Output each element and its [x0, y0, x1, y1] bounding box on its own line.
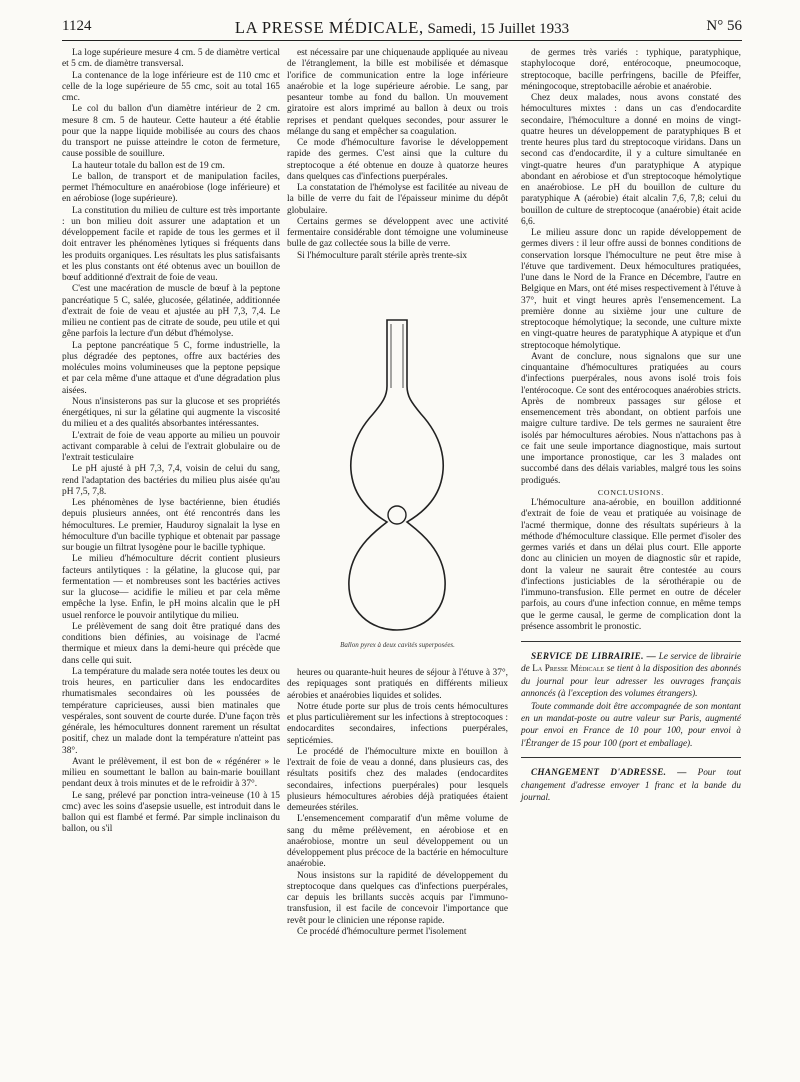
notice-librairie: [521, 650, 741, 749]
notice-text: Le service de librairie de: [521, 651, 741, 674]
paragraph: Ce procédé d'hémoculture permet l'isolement: [297, 926, 467, 937]
journal-name: La Presse Médicale: [532, 663, 605, 674]
paragraph: Si l'hémoculture paraît stérile après trente-six: [297, 250, 468, 261]
column-middle: [287, 48, 508, 937]
column-middle-lower: [287, 668, 508, 938]
paragraph: Ce mode d'hémoculture favorise le développement rapide des germes. C'est ainsi que la culture du streptocoque a été obtenue en douze à quatorze heures dans quelques cas d'infections puerpérales.: [287, 138, 508, 182]
paragraph: Avant le prélèvement, il est bon de « régénérer » le milieu en soumettant le ballon au bain-marie bouillant pendant deux à trois minutes et de le refroidir à 37°.: [62, 756, 280, 790]
paragraph: L'ensemencement comparatif d'un même volume de sang du même prélèvement, en aérobiose et en anaérobiose, montre un seul développement ou un développement plus précoce de la bactérie en hémoculture anaérobie.: [287, 814, 508, 870]
masthead: [62, 18, 742, 38]
notice-text: se tient à la disposition des abonnés du journal pour leur adresser les ouvrages français annoncés (à l'exception des volumes étrangers).: [521, 663, 742, 699]
notice-text: Toute commande doit être accompagnée de son montant en un mandat-poste ou autre valeur sur Paris, augmenté pour envoi en France de 10 pour 100, pour envoi à l'Étranger de 15 pour 100 (port et emballage).: [521, 700, 741, 748]
paragraph: heures ou quarante-huit heures de séjour à l'étuve à 37°, des repiquages sont pratiqués en différents milieux aérobies et anaérobies liquides et solides.: [287, 668, 508, 701]
notice-adresse: [521, 766, 741, 803]
column-right: [521, 48, 741, 803]
divider: [521, 641, 741, 642]
paragraph: est nécessaire par une chiquenaude appliquée au niveau de l'étranglement, la bille est mobilisée et démasque l'orifice de communication entre la loge inférieure anaérobie et la loge supérieure aérobie. Le sang, par pesanteur tombe au fond du ballon. Un mouvement giratoire est alors imprimé au ballon à deux ou trois reprises et pendant quelques secondes, pour assurer le mélange du sang et empêcher sa coagulation.: [287, 48, 508, 137]
paragraph: Le sang, prélevé par ponction intra-veineuse (10 à 15 cmc) avec les soins d'asepsie usuelle, est introduit dans le ballon qui est flambé et fermé. Par simple inclinaison du ballon, ou s'il: [62, 790, 280, 835]
paragraph: Chez deux malades, nous avons constaté des hémocultures mixtes : dans un cas d'endocardite secondaire, l'hémoculture a donné en moins de vingt-quatre heures un développement de paratyphiques B et trente heures plus tard du streptocoque viridans. Dans un second cas d'endocardite, il y a culture simultanée en vingt-quatre heures d'un paratyphique A atypique abondant en aérobiose et d'un streptocoque hémolytique en anaérobiose. Le pH du bouillon de culture du paratyphique A (aérobie) était alcalin 7,6, 7,8; celui du bouillon de culture de streptocoque (anaérobie) était acide 6,6.: [521, 93, 741, 227]
paragraph: de germes très variés : typhique, paratyphique, staphylocoque doré, entérocoque, pneumocoque, streptocoque, bacille perfringens, bacille de Pfeiffer, méningocoque, streptobacille aérobie et anaérobie.: [521, 48, 741, 92]
notice-text: Pour tout changement d'adresse envoyer 1 franc et la bande du journal.: [521, 767, 742, 803]
paragraph: La constitution du milieu de culture est très importante : un bon milieu doit assurer une adaptation et un développement facile et rapide de tous les germes et il doit entraver les phénomènes lytiques si fréquents dans les produits organiques. Les résultats les plus satisfaisants et les plus constants ont été obtenus avec un bouillon de bœuf additionné d'extrait de foie de veau.: [62, 205, 280, 283]
issue-number: N° 56: [706, 18, 742, 34]
paragraph: Le col du ballon d'un diamètre intérieur de 2 cm. mesure 8 cm. 5 de hauteur. Cette hauteur a été établie pour que la nappe liquide mobilisée au cours des chaos du transport ne puisse atteindre le coton de fermeture, cause possible de souillure.: [62, 104, 280, 160]
notice-title: CHANGEMENT D'ADRESSE. —: [531, 767, 687, 778]
figure: [287, 318, 508, 663]
paragraph: Certains germes se développent avec une activité fermentaire considérable dont témoigne une volumineuse bulle de gaz collectée sous la bille de verre.: [287, 216, 508, 250]
paragraph: Notre étude porte sur plus de trois cents hémocultures et plus particulièrement sur les infections à streptocoques : endocardites secondaires, infections puerpérales, septicémies.: [287, 701, 508, 746]
publication-name: LA PRESSE MÉDICALE,: [234, 18, 424, 37]
paragraph: C'est une macération de muscle de bœuf à la peptone pancréatique 5 C, salée, glucosée, gélatinée, additionnée d'extrait de foie de veau et ajustée au pH 7,3, 7,4. Le milieu ne contient pas de citrate de soude, peu utile et qui gêne parfois la lecture d'un début d'hémolyse.: [62, 284, 280, 340]
paragraph: Nous n'insisterons pas sur la glucose et ses propriétés énergétiques, ni sur la gélatine qui augmente la viscosité du milieu et a des qualités absorbantes intéressantes.: [62, 396, 280, 430]
paragraph: Le prélèvement de sang doit être pratiqué dans des conditions bien définies, au voisinage de l'acmé thermique et mieux dans la demi-heure qui précède que dans celle qui suit.: [62, 621, 280, 666]
paragraph: La constatation de l'hémolyse est facilitée au niveau de la bille de verre du fait de l'épaisseur minime du dépôt globulaire.: [287, 183, 508, 216]
pyrex-flask-illustration: [347, 318, 447, 634]
page-number: 1124: [62, 18, 92, 34]
paragraph: La peptone pancréatique 5 C, forme industrielle, la plus dégradée des peptones, offre aux bactéries des molécules moins volumineuses que la peptone pepsique et par cela même d'une attaque et d'une dégradation plus aisées.: [62, 340, 280, 396]
paragraph: La température du malade sera notée toutes les deux ou trois heures, en particulier dans les endocardites rhumatismales secondaires où les poussées de température capricieuses, aussi bien matinales que vespérales, sont souvent de courte durée. D'une façon très générale, les hémocultures donnent rarement un résultat positif, chez un malade dont la température n'atteint pas 38°.: [62, 666, 280, 756]
paragraph: La loge supérieure mesure 4 cm. 5 de diamètre vertical et 5 cm. de diamètre transversal.: [62, 48, 280, 70]
paragraph: L'extrait de foie de veau apporte au milieu un pouvoir activant comparable à celui de l'extrait globulaire ou de l'extrait testiculaire: [62, 430, 280, 463]
paragraph: Nous insistons sur la rapidité de développement du streptocoque dans quelques cas d'infections puerpérales, car depuis les brillants succès acquis par l'immuno-transfusion, il est facile de concevoir l'importance que revêt pour le clinicien une réponse rapide.: [287, 870, 508, 926]
page-header: [62, 18, 742, 41]
paragraph: L'hémoculture ana-aérobie, en bouillon additionné d'extrait de foie de veau et pratiquée au voisinage de l'acmé thermique, donne des résultats supérieurs à la méthode d'hémoculture classique. Elle permet d'isoler des germes variés et dans un délai plus court. Elle apporte donc au clinicien un moyen de diagnostic sûr et rapide, dont la valeur ne saurait être contestée au cours d'infections justiciables de la sérothérapie ou de l'immuno-transfusion. Elle permet en outre de déceler parfois, au cours d'une infection connue, en même temps que le germe causal, le germe de complication dont la présence assombrit le pronostic.: [521, 498, 741, 632]
figure-caption: Ballon pyrex à deux cavités superposées.: [340, 641, 455, 649]
notice-title: SERVICE DE LIBRAIRIE. —: [531, 651, 657, 661]
publication-date: Samedi, 15 Juillet 1933: [427, 21, 570, 37]
paragraph: Le pH ajusté à pH 7,3, 7,4, voisin de celui du sang, rend l'adaptation des bactéries du milieu plus aisée qu'au pH 7,5, 7,8.: [62, 464, 280, 497]
paragraph: Le procédé de l'hémoculture mixte en bouillon à l'extrait de foie de veau a donné, dans plusieurs cas, des résultats positifs chez des malades (endocardites secondaires, infections puerpérales) pour lesquels plusieurs hémocultures aérobies déjà pratiquées étaient demeurées stériles.: [287, 746, 508, 813]
paragraph: Avant de conclure, nous signalons que sur une cinquantaine d'hémocultures pratiquées au cours d'infections puerpérales, nous avons isolé trois fois l'entérocoque. Ce sont des entérocoques anaérobies stricts. Après de nombreux passages sur gélose et ensemencement très abondant, on obtient parfois une maigre culture tardive. De tels germes ne sauraient être isolés par hémocultures aérobies. Nous n'attachons pas à ce fait une seule importance diagnostique, mais surtout une importance pronostique, car les 3 malades ont succombé dans des délais variables, malgré tous les soins prodigués.: [521, 351, 741, 486]
paragraph: Le milieu d'hémoculture décrit contient plusieurs facteurs antilytiques : la gélatine, la glucose qui, par fermentation — et nombreuses sont les bactéries actives sur la glucose— acidifie le milieu et par cela même empêche la lyse. Enfin, le pH moins alcalin que le pH usuel renforce le pouvoir antilytique du milieu.: [62, 554, 280, 621]
paragraph: Les phénomènes de lyse bactérienne, bien étudiés depuis plusieurs années, ont été rencontrés dans les hémocultures. Le premier, Hauduroy signalait la lyse en hémoculture d'un bacille typhique et obtenait par passage sur bougie un filtrat lysogène pour le bacille typhique.: [62, 498, 280, 553]
column-left: [62, 48, 280, 836]
conclusions-heading: CONCLUSIONS.: [597, 487, 665, 497]
paragraph: La hauteur totale du ballon est de 19 cm.: [72, 160, 225, 171]
paragraph: Le ballon, de transport et de manipulation faciles, permet l'hémoculture en anaérobiose (loge inférieure) et en aérobiose (loge supérieure).: [62, 171, 280, 205]
paragraph: La contenance de la loge inférieure est de 110 cmc et celle de la loge supérieure de 55 cmc, soit au total 165 cmc.: [62, 70, 280, 103]
paragraph: Le milieu assure donc un rapide développement de germes divers : il leur offre aussi de bonnes conditions de conservation lorsque l'hémoculture ne peut être mise à l'étuve que tardivement. Deux hémocultures pratiquées, l'une dans le Nord de la France en Décembre, l'autre en Belgique en Mars, ont été mises respectivement à l'étuve à 37°, huit et vingt heures après l'ensemencement. La première donne au sixième jour une culture de streptocoque hémolytique; la seconde, une culture mixte en vingt-quatre heures de paratyphique A atypique et d'un streptocoque hémolytique.: [521, 228, 741, 351]
divider: [521, 757, 741, 758]
